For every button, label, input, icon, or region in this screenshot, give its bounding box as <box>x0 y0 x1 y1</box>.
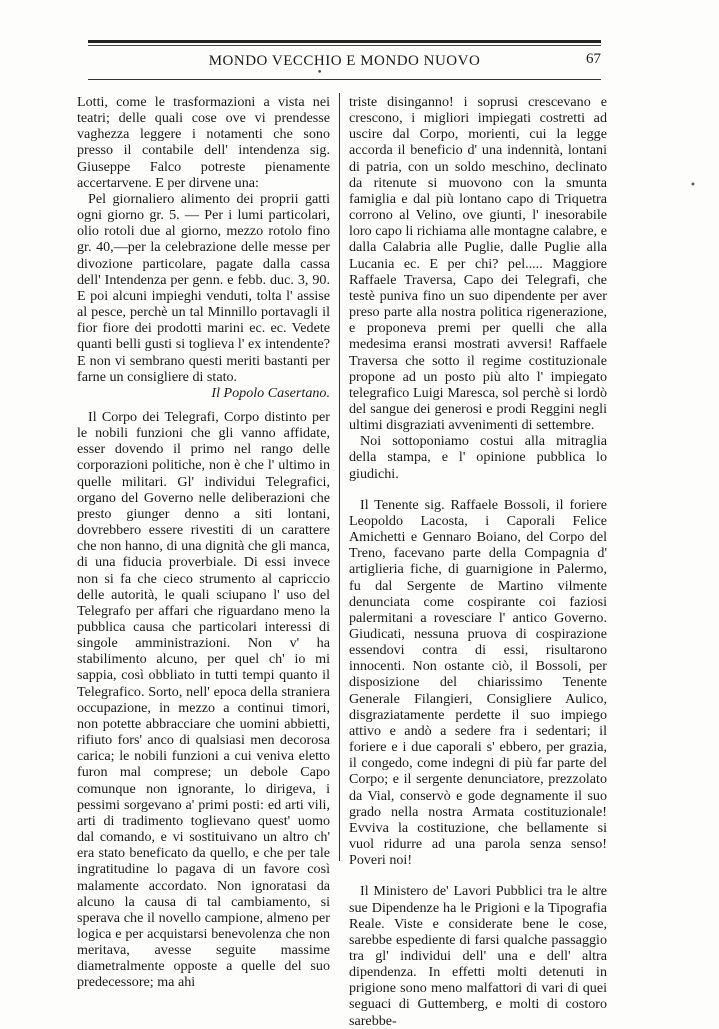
running-title: MONDO VECCHIO E MONDO NUOVO <box>208 52 481 69</box>
right-paragraph-4: Il Ministero de' Lavori Pubblici tra le altre sue Dipendenze ha le Prigioni e la Tipografia Reale. Viste e considerate bene le cose, sarebbe espediente di farsi qualche passaggio tra gl' individui dell' una e dell' altra dipendenza. In effetti molti detenuti in prigione sono meno malfattori di vari di quei seguaci di Guttemberg, e molti di costoro sarebbe- <box>349 883 607 1029</box>
right-paragraph-2: Noi sottoponiamo costui alla mitraglia della stampa, e l' opinione pubblica lo giudichi. <box>349 433 607 482</box>
right-column <box>349 94 607 1029</box>
column-divider <box>339 93 340 861</box>
left-paragraph-2: Pel giornaliero alimento dei proprii gatti ogni giorno gr. 5. — Per i lumi particolari, olio rotoli due al giorno, mezzo rotolo fino gr. 40,—per la celebrazione delle messe per divozione particolare, pagate dalla cassa dell' Intendenza per genn. e febb. duc. 3, 90. E poi alcuni impieghi venduti, tolta l' assise al pesce, perchè un tal Minnillo portavagli il fior fiore dei prodotti marini ec. ec. Vedete quanti belli gusti si toglieva l' ex intendente? E non vi sembrano questi meriti bastanti per farne un consigliere di stato. <box>77 190 330 385</box>
left-column <box>77 94 330 991</box>
printer-mark: • <box>317 68 323 78</box>
margin-mark: • <box>690 180 696 191</box>
left-paragraph-3: Il Corpo dei Telegrafi, Corpo distinto per le nobili funzioni che gli vanno affidate, esser dovendo il primo nel rango delle corporazioni politiche, non è che l' ultimo in quelle militari. Gl' individui Telegrafici, organo del Governo nelle deliberazioni che presto giunger denno a siti lontani, dovrebbero essere rivestiti di un carattere che non hanno, di una dignità che gli manca, di una fiducia proverbiale. Di essi invece non si fa che cieco strumento al capriccio delle autorità, le quali sciupano l' uso del Telegrafo per affari che riguardano meno la pubblica causa che particolari interessi di singole amministrazioni. Non v' ha stabilimento alcuno, per quel ch' io mi sappia, così obbliato in tutti tempi quanto il Telegrafico. Sorto, nell' epoca della straniera occupazione, in mezzo a continui timori, non potette abbracciare che uomini abbietti, rifiuto fors' anco di qualsiasi men decorosa carica; le nobili funzioni a cui veniva eletto furon mal comprese; un debole Capo comunque non ignorante, lo dirigeva, i pessimi sorgevano a' primi posti: ed arti vili, arti di tradimento toglievano quest' uomo dal comando, e vi sostituivano un altro ch' era stato beneficato da quello, e che per tale ingratitudine lo pagava di un favore così malamente accordato. Non ignoratasi da alcuno la causa di tal cambiamento, si sperava che il novello campione, almeno per logica e per acquistarsi benevolenza che non meritava, avesse seguite massime diametralmente opposte a quelle del suo predecessore; ma ahi <box>77 408 330 991</box>
header-rule-bottom <box>88 79 601 80</box>
page-header <box>88 50 601 72</box>
page-number: 67 <box>586 51 601 67</box>
right-paragraph-1: triste disinganno! i soprusi crescevano e crescono, i migliori impiegati costretti ad uscire dal Corpo, morienti, cui la legge accorda il beneficio d' una indennità, lontani di patria, con un soldo meschino, declinato da ritenute si muovono con la smunta famiglia e dal più lontano capo di Triquetra corrono al Velino, ove giunti, l' inesorabile loro capo li richiama alle montagne calabre, e dalla Calabria alle Puglie, dalle Puglie alla Lucania ec. E per chi? pel..... Maggiore Raffaele Traversa, Capo dei Telegrafi, che testè puniva fino un suo dipendente per aver preso parte alla nostra politica rigenerazione, e proponeva premi per quelli che alla medesima eransi mostrati avversi! Raffaele Traversa che sotto il regime costituzionale propone ad un posto più alto l' impiegato telegrafico Luigi Maresca, sol perchè si lordò del sangue dei generosi e prodi Reggini negli ultimi disgraziati avvenimenti di settembre. <box>349 94 607 434</box>
header-rule-thin <box>88 45 601 46</box>
right-paragraph-3: Il Tenente sig. Raffaele Bossoli, il foriere Leopoldo Lacosta, i Caporali Felice Amichetti e Gennaro Boiano, del Corpo del Treno, facevano parte della Compagnia d' artiglieria fiche, di guarnigione in Palermo, fu dal Sergente de Martino vilmente denunciata come cospirante coi faziosi palermitani a rovesciare l' antico Governo. Giudicati, nessuna pruova di cospirazione essendovi contra di essi, risultarono innocenti. Non ostante ciò, il Bossoli, per disposizione del chiarissimo Tenente Generale Filangieri, Consigliere Aulico, disgraziatamente perdette il suo impiego attivo e andò a sedere fra i sedentari; il foriere e i due caporali s' ebbero, per grazia, il congedo, come indegni di più far parte del Corpo; e il sergente denunciatore, prezzolato da Vial, conservò e gode degnamente il suo grado nella nostra Armata costituzionale! Evviva la costituzione, che bellamente si vuol ridurre ad una parola senza senso! Poveri noi! <box>349 496 607 869</box>
header-rule-thick <box>88 40 601 43</box>
left-paragraph-1: Lotti, come le trasformazioni a vista nei teatri; delle quali cose ove vi prendesse vaghezza leggere i notamenti che sono presso il contabile dell' intendenza sig. Giuseppe Falco potreste pienamente accertarvene. E per dirvene una: <box>77 94 330 191</box>
left-signature: Il Popolo Casertano. <box>211 384 330 401</box>
